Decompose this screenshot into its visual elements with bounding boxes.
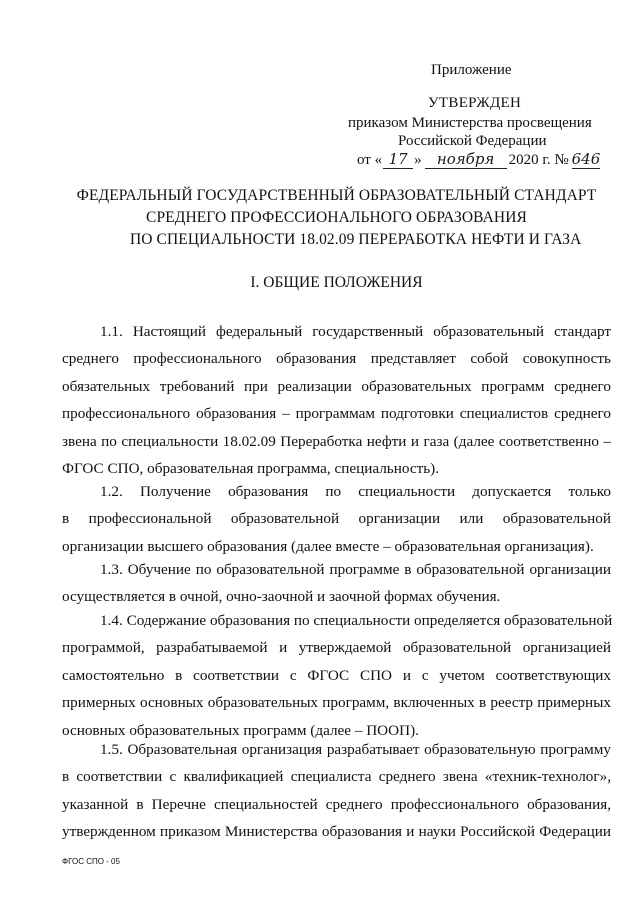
- date-prefix: от «: [357, 152, 383, 168]
- paragraph-1-5: [62, 736, 611, 846]
- paragraph-line: организации высшего образования (далее вместе – образовательная организация).: [62, 537, 594, 555]
- order-line-2: Российской Федерации: [398, 133, 547, 149]
- paragraph-line: программой, разрабатываемой и утверждаемой образовательной организацией: [62, 639, 611, 657]
- paragraph-line: среднего профессионального образования представляет собой совокупность: [62, 350, 611, 368]
- paragraph-line: основных образовательных программ (далее – ПООП).: [62, 721, 419, 739]
- paragraph-line: 1.2. Получение образования по специальности допускается только: [100, 483, 611, 500]
- paragraph-line: самостоятельно в соответствии с ФГОС СПО и с учетом соответствующих: [62, 666, 611, 684]
- date-day-handwritten: 17: [383, 150, 413, 169]
- section-heading: I. ОБЩИЕ ПОЛОЖЕНИЯ: [250, 274, 423, 291]
- date-month-handwritten: ноября: [425, 150, 507, 169]
- document-title-line-3: ПО СПЕЦИАЛЬНОСТИ 18.02.09 ПЕРЕРАБОТКА НЕФТИ И ГАЗА: [130, 231, 582, 248]
- paragraph-line: обязательных требований при реализации образовательных программ среднего: [62, 377, 611, 395]
- order-date-line: [357, 150, 600, 169]
- paragraph-line: ФГОС СПО, образовательная программа, специальность).: [62, 460, 439, 478]
- paragraph-line: в профессиональной образовательной организации или образовательной: [62, 510, 611, 528]
- paragraph-line: 1.1. Настоящий федеральный государственный образовательный стандарт: [100, 323, 611, 340]
- paragraph-line: утвержденном приказом Министерства образования и науки Российской Федерации: [62, 823, 611, 841]
- paragraph-line: профессионального образования – программам подготовки специалистов среднего: [62, 405, 611, 423]
- paragraph-line: звена по специальности 18.02.09 Переработка нефти и газа (далее соответственно –: [62, 432, 611, 450]
- paragraph-line: примерных основных образовательных программ, включенных в реестр примерных: [62, 694, 611, 712]
- footer-code: ФГОС СПО - 05: [62, 857, 120, 866]
- paragraph-1-1: [62, 318, 611, 482]
- paragraph-line: 1.4. Содержание образования по специальности определяется образовательной: [100, 612, 613, 629]
- approved-label: УТВЕРЖДЕН: [428, 95, 522, 111]
- order-number-handwritten: 646: [571, 150, 601, 168]
- paragraph-line: в соответствии с квалификацией специалиста среднего звена «техник-технолог»,: [62, 768, 611, 786]
- paragraph-line: 1.3. Обучение по образовательной программе в образовательной организации: [100, 561, 611, 578]
- paragraph-line: осуществляется в очной, очно-заочной и заочной формах обучения.: [62, 588, 501, 606]
- paragraph-1-4: [62, 607, 611, 744]
- date-mid: »: [414, 152, 422, 168]
- document-title-line-1: ФЕДЕРАЛЬНЫЙ ГОСУДАРСТВЕННЫЙ ОБРАЗОВАТЕЛЬНЫЙ СТАНДАРТ: [76, 187, 597, 204]
- order-line-1: приказом Министерства просвещения: [348, 115, 592, 131]
- paragraph-line: 1.5. Образовательная организация разрабатывает образовательную программу: [100, 741, 611, 758]
- appendix-label: Приложение: [431, 62, 512, 78]
- paragraph-1-3: [62, 556, 611, 611]
- paragraph-1-2: [62, 478, 611, 560]
- date-year: 2020 г. №: [508, 152, 569, 168]
- paragraph-line: указанной в Перечне специальностей среднего профессионального образования,: [62, 795, 611, 813]
- document-title-line-2: СРЕДНЕГО ПРОФЕССИОНАЛЬНОГО ОБРАЗОВАНИЯ: [146, 209, 527, 226]
